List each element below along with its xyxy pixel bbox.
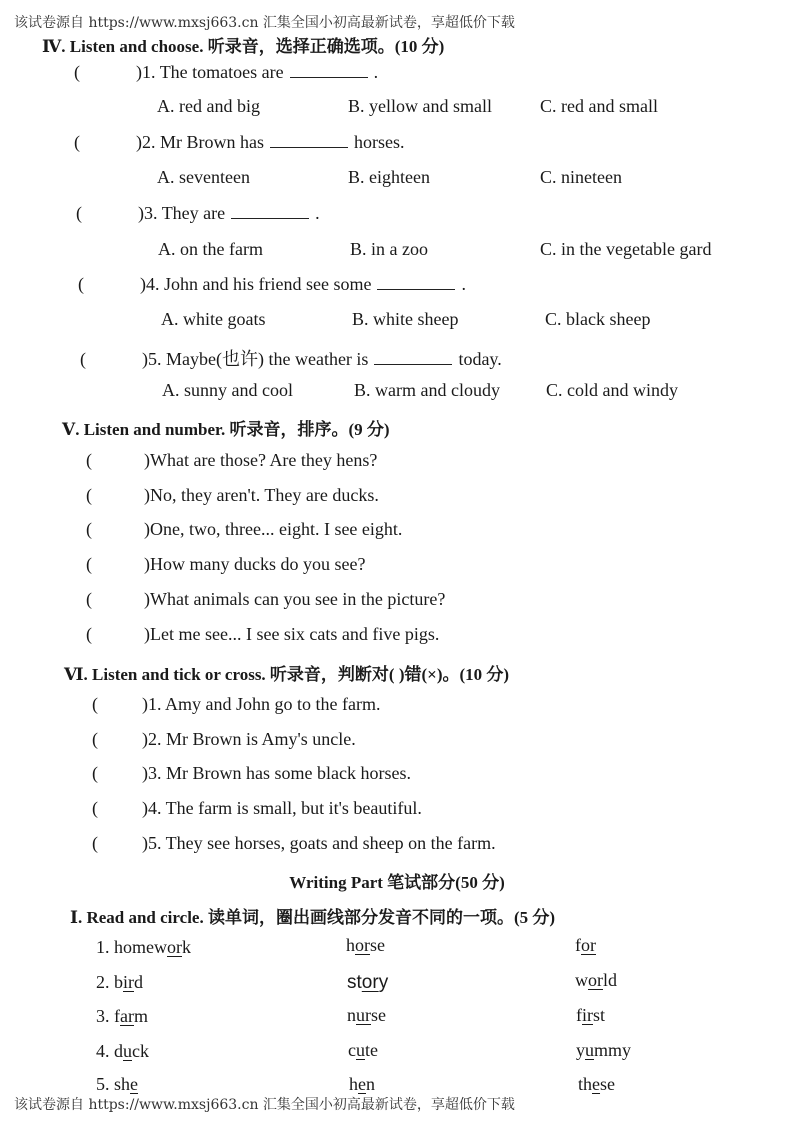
s5-item-6: ( )Let me see... I see six cats and five pigs. bbox=[86, 624, 440, 644]
s4-q5-option-c: C. cold and windy bbox=[546, 380, 678, 400]
answer-blank[interactable] bbox=[374, 350, 452, 365]
word-row-5-col-3: these bbox=[578, 1074, 616, 1094]
answer-paren: ( bbox=[80, 349, 86, 369]
section-1-heading: Ⅰ. Read and circle. 读单词，圈出画线部分发音不同的一项。(5 分) bbox=[70, 908, 556, 927]
s4-q4-option-b: B. white sheep bbox=[352, 309, 459, 329]
s4-q5-option-b: B. warm and cloudy bbox=[354, 380, 500, 400]
s6-item-3: ( )3. Mr Brown has some black horses. bbox=[92, 763, 411, 783]
word-row-1-col-1: 1. homework bbox=[96, 937, 191, 957]
s5-item-3: ( )One, two, three... eight. I see eight. bbox=[86, 519, 403, 539]
answer-paren: ( bbox=[78, 274, 84, 294]
s5-item-2: ( )No, they aren't. They are ducks. bbox=[86, 485, 379, 505]
s4-q1-option-c: C. red and small bbox=[540, 96, 658, 116]
s4-q4: ( )4. John and his friend see some . bbox=[78, 274, 466, 294]
word-row-1-col-3: for bbox=[575, 935, 596, 955]
answer-paren: ( bbox=[74, 62, 80, 82]
word-row-1-col-2: horse bbox=[346, 935, 385, 955]
word-row-4-col-1: 4. duck bbox=[96, 1041, 149, 1061]
answer-blank[interactable] bbox=[377, 275, 455, 290]
s4-q2: ( )2. Mr Brown has horses. bbox=[74, 132, 405, 152]
word-row-4-col-3: yummy bbox=[576, 1040, 632, 1060]
s6-item-5: ( )5. They see horses, goats and sheep on the farm. bbox=[92, 833, 496, 853]
s4-q3: ( )3. They are . bbox=[76, 203, 320, 223]
s4-q3-option-c: C. in the vegetable gard bbox=[540, 239, 712, 259]
s5-item-4: ( )How many ducks do you see? bbox=[86, 554, 366, 574]
word-row-5-col-1: 5. she bbox=[96, 1074, 139, 1094]
s4-q4-option-c: C. black sheep bbox=[545, 309, 651, 329]
top-watermark: 该试卷源自 https://www.mxsj663.cn 汇集全国小初高最新试卷，享超低价下载 bbox=[14, 15, 515, 31]
s4-q3-option-a: A. on the farm bbox=[158, 239, 263, 259]
answer-paren: ( bbox=[74, 132, 80, 152]
word-row-4-col-2: cute bbox=[348, 1040, 378, 1060]
s4-q5-option-a: A. sunny and cool bbox=[162, 380, 293, 400]
writing-part-title: Writing Part 笔试部分(50 分) bbox=[289, 873, 505, 892]
word-row-3-col-2: nurse bbox=[347, 1005, 386, 1025]
s6-item-4: ( )4. The farm is small, but it's beautiful. bbox=[92, 798, 422, 818]
s4-q1-option-b: B. yellow and small bbox=[348, 96, 492, 116]
s4-q3-option-b: B. in a zoo bbox=[350, 239, 428, 259]
word-row-2-col-2: story bbox=[347, 972, 389, 993]
s6-item-2: ( )2. Mr Brown is Amy's uncle. bbox=[92, 729, 356, 749]
s5-item-5: ( )What animals can you see in the picture? bbox=[86, 589, 446, 609]
s4-q2-option-a: A. seventeen bbox=[157, 167, 250, 187]
s6-item-1: ( )1. Amy and John go to the farm. bbox=[92, 694, 381, 714]
word-row-3-col-1: 3. farm bbox=[96, 1006, 148, 1026]
s4-q5: ( )5. Maybe(也许) the weather is today. bbox=[80, 349, 502, 369]
s4-q2-option-c: C. nineteen bbox=[540, 167, 622, 187]
word-row-2-col-1: 2. bird bbox=[96, 972, 143, 992]
answer-blank[interactable] bbox=[270, 133, 348, 148]
word-row-3-col-3: first bbox=[576, 1005, 606, 1025]
section-4-heading: Ⅳ. Listen and choose. 听录音，选择正确选项。(10 分) bbox=[42, 37, 445, 56]
s4-q2-option-b: B. eighteen bbox=[348, 167, 430, 187]
answer-blank[interactable] bbox=[231, 204, 309, 219]
s5-item-1: ( )What are those? Are they hens? bbox=[86, 450, 378, 470]
s4-q1: ( )1. The tomatoes are . bbox=[74, 62, 379, 82]
s4-q1-option-a: A. red and big bbox=[157, 96, 260, 116]
s4-q4-option-a: A. white goats bbox=[161, 309, 266, 329]
answer-blank[interactable] bbox=[290, 63, 368, 78]
section-5-heading: Ⅴ. Listen and number. 听录音，排序。(9 分) bbox=[62, 420, 390, 439]
section-6-heading: Ⅵ. Listen and tick or cross. 听录音，判断对( )错(×)。(10 分) bbox=[64, 665, 510, 684]
answer-paren: ( bbox=[76, 203, 82, 223]
word-row-5-col-2: hen bbox=[349, 1074, 375, 1094]
bottom-watermark: 该试卷源自 https://www.mxsj663.cn 汇集全国小初高最新试卷，享超低价下载 bbox=[14, 1097, 515, 1113]
word-row-2-col-3: world bbox=[575, 970, 618, 990]
